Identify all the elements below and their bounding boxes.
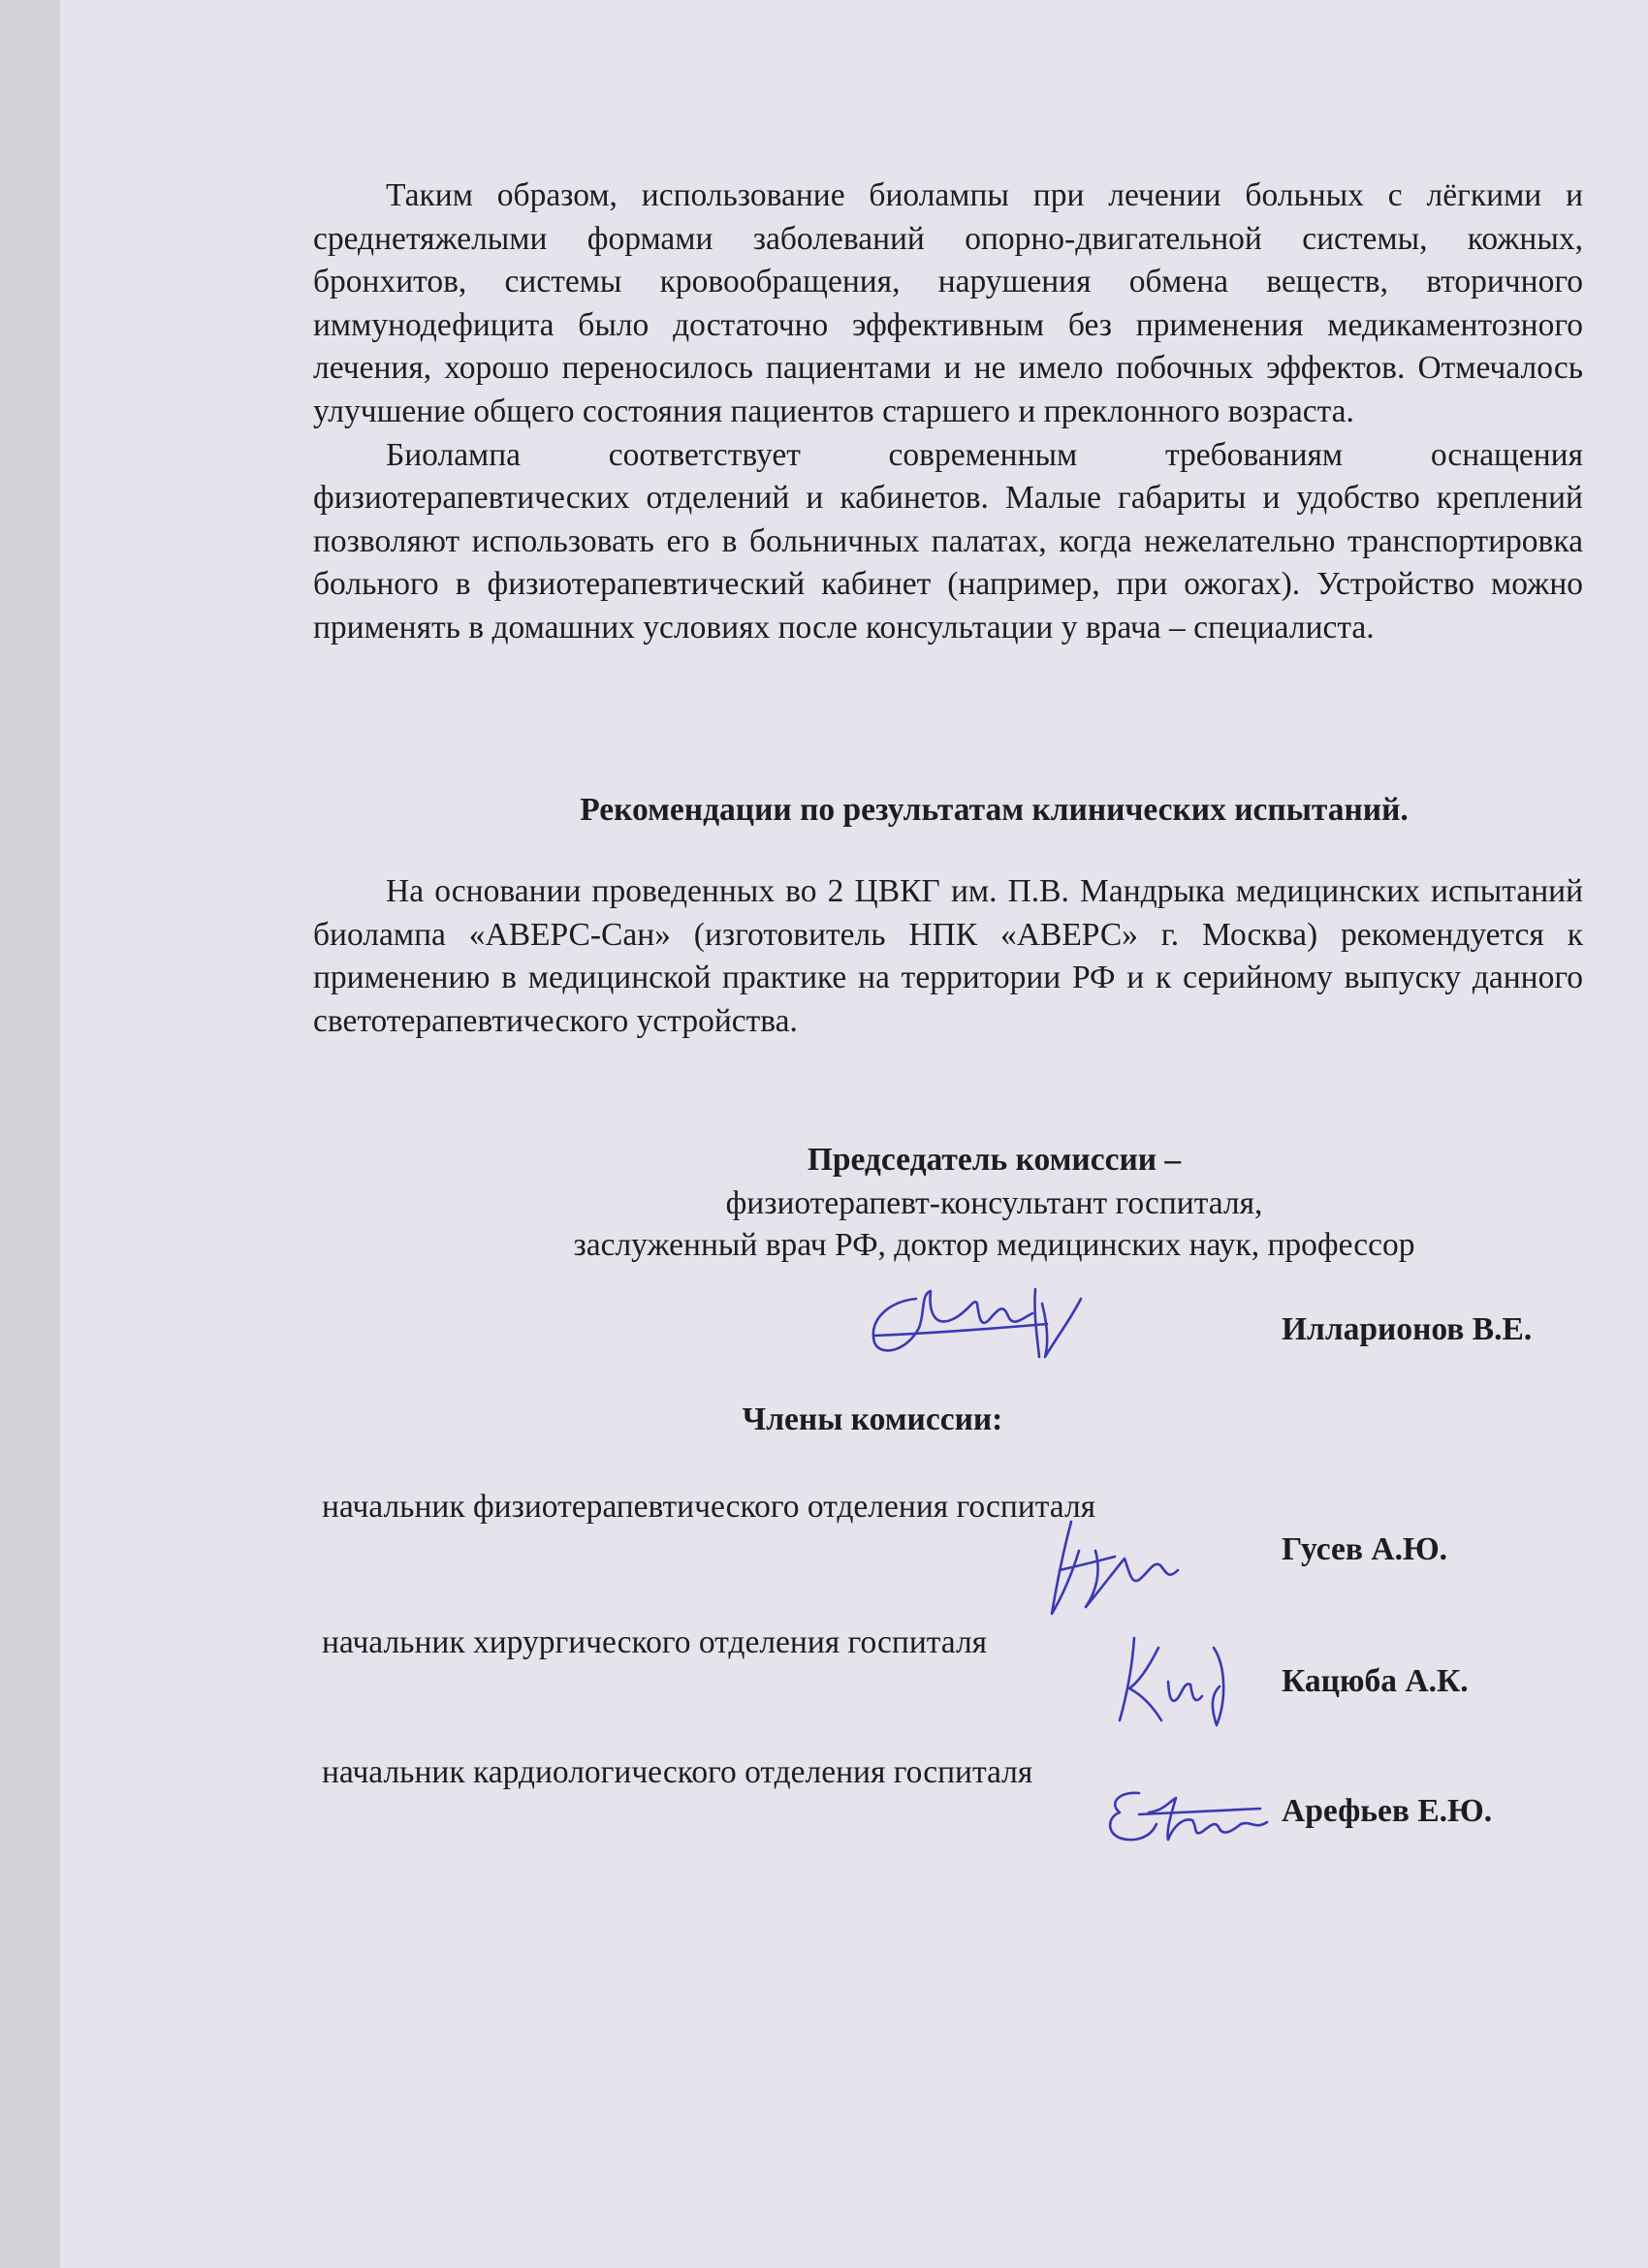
recommendations-heading: Рекомендации по результатам клинических испытаний. [580,792,1409,828]
member-name-gusev: Гусев А.Ю. [1282,1531,1448,1567]
member-role-surgery: начальник хирургического отделения госпиталя [322,1624,988,1660]
member-signature-katsyuba [1105,1628,1251,1735]
chairman-title: Председатель комиссии – [807,1142,1182,1178]
paragraph-recommendation: На основании проведенных во 2 ЦВКГ им. П.В. Мандрыка медицинских испытаний биолампа «АВЕРС-Сан» (изготовитель НПК «АВЕРС» г. Москва) рекомендуется к применению в медицинской практике на территории РФ и к серийному выпуску данного светотерапевтического устройства. [313,873,1583,1039]
member-name-katsyuba: Кацюба А.К. [1282,1663,1469,1699]
member-signature-gusev [1042,1512,1188,1628]
paragraph-conclusion: Таким образом, использование биолампы при лечении больных с лёгкими и среднетяжелыми формами заболеваний опорно-двигательной системы, кожных, бронхитов, системы кровообращения, нарушения обмена веществ, вторичного иммунодефицита было достаточно эффективным без применения медикаментозного лечения, хорошо переносилось пациентами и не имело побочных эффектов. Отмечалось улучшение общего состояния пациентов старшего и преклонного возраста. [313,177,1583,429]
chairman-position-line-1: физиотерапевт-консультант госпиталя, [725,1185,1263,1221]
chairman-position-line-2: заслуженный врач РФ, доктор медицинских наук, профессор [573,1227,1415,1263]
body-text [313,174,1583,650]
member-role-physiotherapy: начальник физиотерапевтического отделения госпиталя [322,1489,1096,1525]
chairman-signature [863,1260,1095,1367]
recommendations-text [313,870,1583,1043]
member-name-arefiev: Арефьев Е.Ю. [1282,1793,1493,1829]
members-heading: Члены комиссии: [742,1402,1003,1437]
chairman-name: Илларионов В.Е. [1282,1311,1533,1347]
scan-margin [0,0,60,2268]
paragraph-equipment: Биолампа соответствует современным требованиям оснащения физиотерапевтических отделений и кабинетов. Малые габариты и удобство креплений позволяют использовать его в больничных палатах, когда нежелательно транспортировка больного в физиотерапевтический кабинет (например, при ожогах). Устройство можно применять в домашних условиях после консультации у врача – специалиста. [313,436,1583,646]
member-signature-arefiev [1100,1783,1275,1851]
member-role-cardiology: начальник кардиологического отделения госпиталя [322,1754,1033,1790]
